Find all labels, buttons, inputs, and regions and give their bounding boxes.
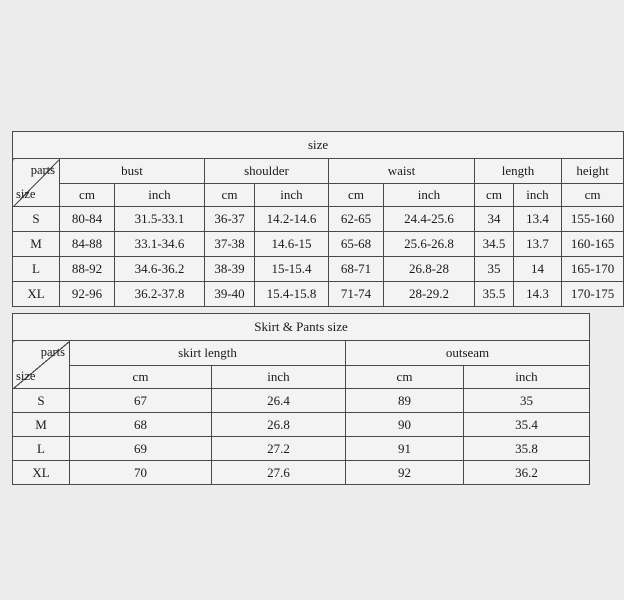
table-cell: 92 (346, 461, 464, 485)
table-cell: 28-29.2 (384, 282, 475, 307)
group-header-outseam: outseam (346, 341, 590, 366)
size-label: M (13, 232, 60, 257)
table-cell: 24.4-25.6 (384, 207, 475, 232)
size-label: XL (13, 461, 70, 485)
table-cell: 13.7 (514, 232, 562, 257)
table-cell: 91 (346, 437, 464, 461)
size-label: S (13, 207, 60, 232)
unit-header: inch (255, 184, 329, 207)
unit-header: cm (346, 366, 464, 389)
table-cell: 26.8 (212, 413, 346, 437)
table-cell: 35.5 (475, 282, 514, 307)
table-row (13, 282, 624, 307)
table-cell: 68 (70, 413, 212, 437)
table-cell: 155-160 (562, 207, 624, 232)
unit-header: inch (115, 184, 205, 207)
group-header-shoulder: shoulder (205, 159, 329, 184)
table-cell: 170-175 (562, 282, 624, 307)
table-title: size (13, 132, 624, 159)
unit-header: cm (329, 184, 384, 207)
table-cell: 90 (346, 413, 464, 437)
table-cell: 160-165 (562, 232, 624, 257)
table-title: Skirt & Pants size (13, 314, 590, 341)
unit-header: cm (70, 366, 212, 389)
table-cell: 36.2-37.8 (115, 282, 205, 307)
corner-parts-label: parts (30, 163, 55, 177)
group-header-bust: bust (60, 159, 205, 184)
table-cell: 14 (514, 257, 562, 282)
table-cell: 71-74 (329, 282, 384, 307)
table-cell: 68-71 (329, 257, 384, 282)
table-row (13, 232, 624, 257)
table-cell: 14.6-15 (255, 232, 329, 257)
size-label: M (13, 413, 70, 437)
table-cell: 35.8 (464, 437, 590, 461)
group-header-skirt-length: skirt length (70, 341, 346, 366)
table-row (13, 257, 624, 282)
table-cell: 39-40 (205, 282, 255, 307)
unit-header: inch (464, 366, 590, 389)
size-label: XL (13, 282, 60, 307)
table-cell: 33.1-34.6 (115, 232, 205, 257)
table-cell: 89 (346, 389, 464, 413)
table-cell: 69 (70, 437, 212, 461)
table-cell: 36-37 (205, 207, 255, 232)
table-cell: 27.6 (212, 461, 346, 485)
table-cell: 65-68 (329, 232, 384, 257)
size-label: L (13, 257, 60, 282)
table-row (13, 437, 590, 461)
table-cell: 36.2 (464, 461, 590, 485)
table-cell: 80-84 (60, 207, 115, 232)
unit-header: cm (60, 184, 115, 207)
table-cell: 34 (475, 207, 514, 232)
table-cell: 25.6-26.8 (384, 232, 475, 257)
table-cell: 37-38 (205, 232, 255, 257)
table-row (13, 207, 624, 232)
table-cell: 38-39 (205, 257, 255, 282)
unit-header: cm (205, 184, 255, 207)
corner-header (13, 159, 60, 207)
table-row (13, 389, 590, 413)
table-cell: 84-88 (60, 232, 115, 257)
group-header-waist: waist (329, 159, 475, 184)
table-cell: 88-92 (60, 257, 115, 282)
table-cell: 14.3 (514, 282, 562, 307)
table-cell: 35.4 (464, 413, 590, 437)
table-cell: 67 (70, 389, 212, 413)
table-cell: 35 (475, 257, 514, 282)
table-cell: 27.2 (212, 437, 346, 461)
table-cell: 15.4-15.8 (255, 282, 329, 307)
group-header-length: length (475, 159, 562, 184)
table-cell: 62-65 (329, 207, 384, 232)
skirt-pants-size-table (12, 313, 590, 485)
unit-header: cm (475, 184, 514, 207)
corner-parts-label: parts (40, 345, 65, 359)
corner-size-label: size (16, 369, 36, 383)
unit-header: inch (384, 184, 475, 207)
table-row (13, 413, 590, 437)
table-cell: 13.4 (514, 207, 562, 232)
table-cell: 70 (70, 461, 212, 485)
table-cell: 92-96 (60, 282, 115, 307)
corner-size-label: size (16, 187, 36, 201)
table-cell: 35 (464, 389, 590, 413)
table-cell: 26.4 (212, 389, 346, 413)
corner-header (13, 341, 70, 389)
table-cell: 165-170 (562, 257, 624, 282)
table-cell: 26.8-28 (384, 257, 475, 282)
table-cell: 34.6-36.2 (115, 257, 205, 282)
size-label: L (13, 437, 70, 461)
unit-header: inch (514, 184, 562, 207)
table-cell: 31.5-33.1 (115, 207, 205, 232)
unit-header: inch (212, 366, 346, 389)
table-cell: 34.5 (475, 232, 514, 257)
group-header-height: height (562, 159, 624, 184)
size-label: S (13, 389, 70, 413)
unit-header: cm (562, 184, 624, 207)
table-cell: 15-15.4 (255, 257, 329, 282)
table-row (13, 461, 590, 485)
table-cell: 14.2-14.6 (255, 207, 329, 232)
size-chart-table (12, 131, 624, 307)
